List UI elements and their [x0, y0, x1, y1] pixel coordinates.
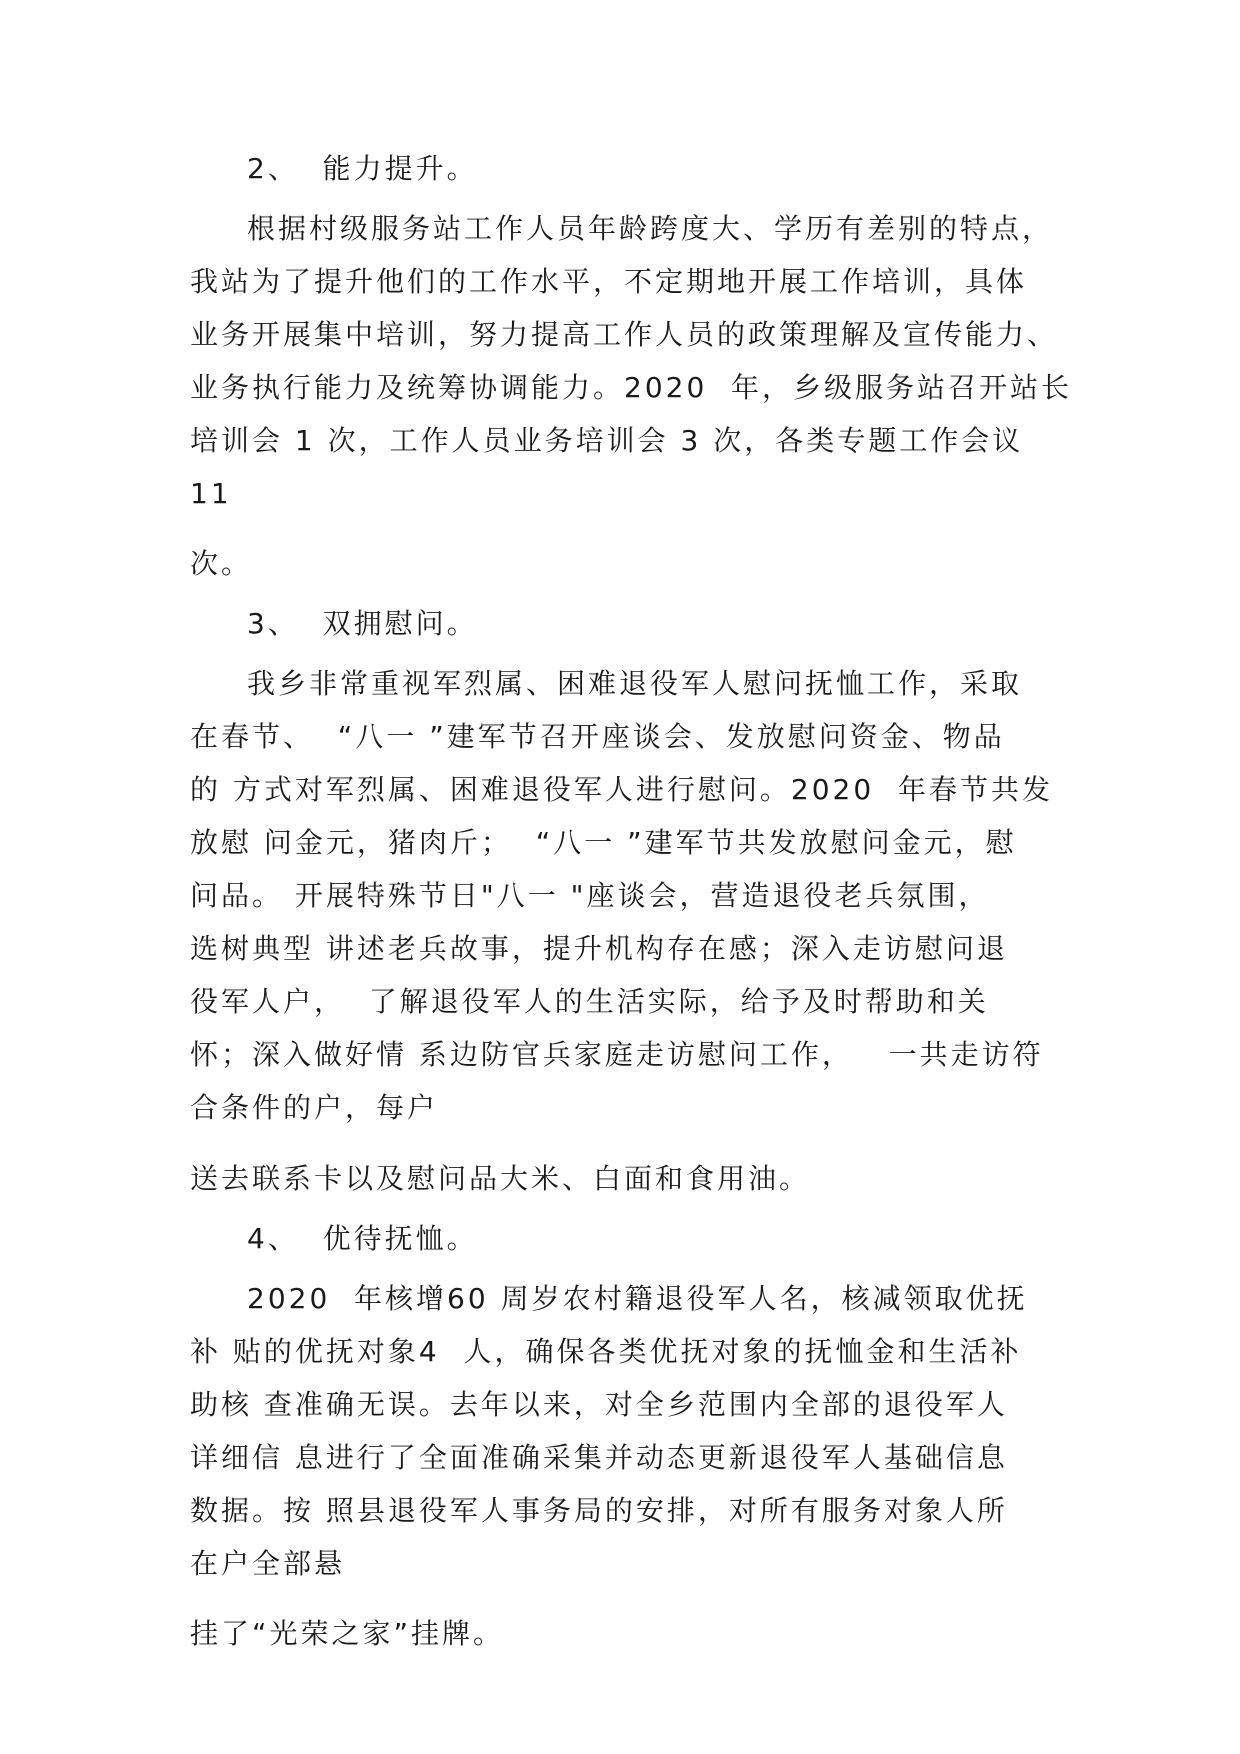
paragraph-line: 培训会 1 次，工作人员业务培训会 3 次，各类专题工作会议: [190, 424, 1024, 457]
paragraph-line: 挂了“光荣之家”挂牌。: [190, 1617, 505, 1650]
paragraph-line: 业务执行能力及统筹协调能力。2020 年，乡级服务站召开站长: [190, 371, 1073, 404]
paragraph-line: 2020 年核增60 周岁农村籍退役军人名，核减领取优抚: [247, 1282, 1028, 1315]
paragraph-line: 我乡非常重视军烈属、困难退役军人慰问抚恤工作，采取: [247, 667, 1023, 700]
paragraph-line: 的 方式对军烈属、困难退役军人进行慰问。2020 年春节共发: [190, 773, 1053, 806]
paragraph-line: 问品。 开展特殊节日"八一 "座谈会，营造退役老兵氛围，: [190, 879, 990, 912]
paragraph-line: 在户全部悬: [190, 1547, 346, 1580]
paragraph-line: 详细信 息进行了全面准确采集并动态更新退役军人基础信息: [190, 1441, 1008, 1474]
heading-support: 3、 双拥慰问。: [247, 607, 478, 640]
paragraph-line: 数据。按 照县退役军人事务局的安排，对所有服务对象人所: [190, 1494, 1008, 1527]
paragraph-line: 送去联系卡以及慰问品大米、白面和食用油。: [190, 1162, 811, 1195]
paragraph-line: 补 贴的优抚对象4 人，确保各类优抚对象的抚恤金和生活补: [190, 1335, 1022, 1368]
paragraph-line: 合条件的户，每户: [190, 1091, 439, 1124]
paragraph-line: 我站为了提升他们的工作水平，不定期地开展工作培训，具体: [190, 265, 1028, 298]
paragraph-line: 助核 查准确无误。去年以来，对全乡范围内全部的退役军人: [190, 1388, 1008, 1421]
paragraph-line: 放慰 问金元，猪肉斤； “八一 ”建军节共发放慰问金元，慰: [190, 826, 1017, 859]
paragraph-line: 根据村级服务站工作人员年龄跨度大、学历有差别的特点，: [247, 212, 1054, 245]
paragraph-line: 役军人户， 了解退役军人的生活实际，给予及时帮助和关: [190, 985, 989, 1018]
paragraph-line: 业务开展集中培训，努力提高工作人员的政策理解及宣传能力、: [190, 318, 1059, 351]
paragraph-line: 次。: [190, 547, 253, 580]
paragraph-line: 选树典型 讲述老兵故事，提升机构存在感；深入走访慰问退: [190, 932, 1008, 965]
heading-preferential: 4、 优待抚恤。: [247, 1222, 478, 1255]
heading-capacity: 2、 能力提升。: [247, 152, 478, 185]
paragraph-line: 在春节、 “八一 ”建军节召开座谈会、发放慰问资金、物品: [190, 720, 1005, 753]
paragraph-line: 怀；深入做好情 系边防官兵家庭走访慰问工作， 一共走访符: [190, 1038, 1044, 1071]
paragraph-line: 11: [190, 477, 232, 510]
